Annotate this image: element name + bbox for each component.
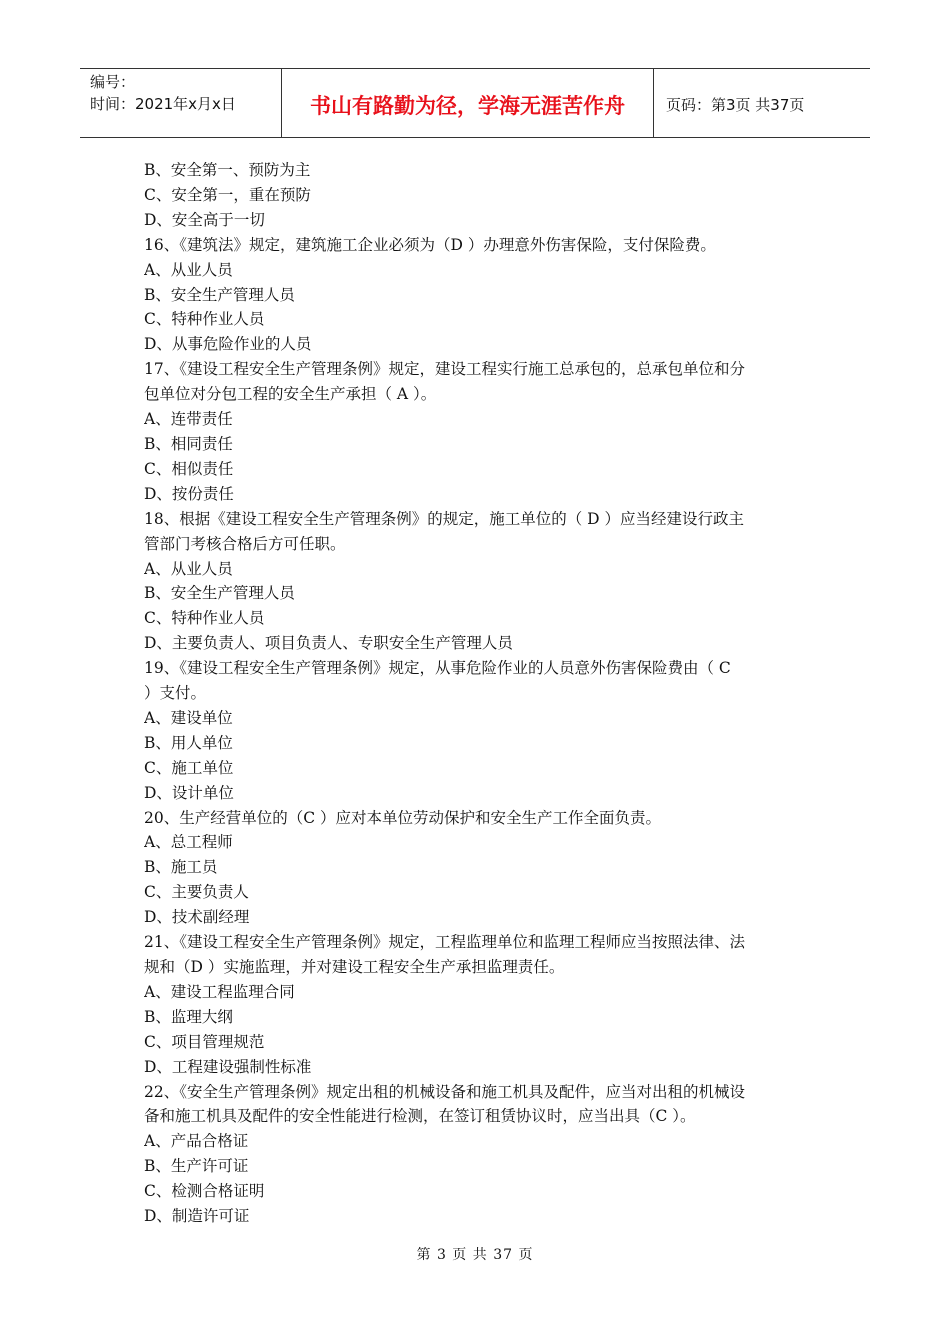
text-line: D、主要负责人、项目负责人、专职安全生产管理人员 bbox=[144, 634, 513, 653]
text-line: B、安全生产管理人员 bbox=[144, 584, 295, 603]
text-line: 20、生产经营单位的（C ）应对本单位劳动保护和安全生产工作全面负责。 bbox=[144, 808, 662, 827]
text-line: B、相同责任 bbox=[144, 434, 233, 453]
text-line: D、按份责任 bbox=[144, 484, 234, 503]
text-line: D、工程建设强制性标准 bbox=[144, 1057, 312, 1076]
text-line: B、生产许可证 bbox=[144, 1157, 249, 1176]
text-line: C、特种作业人员 bbox=[144, 609, 265, 628]
question-list bbox=[144, 158, 814, 1229]
text-line: ）支付。 bbox=[144, 684, 207, 703]
text-line: 19、《建设工程安全生产管理条例》规定，从事危险作业的人员意外伤害保险费由（ C bbox=[144, 659, 731, 678]
text-line: A、从业人员 bbox=[144, 559, 233, 578]
text-line: A、建设工程监理合同 bbox=[144, 982, 295, 1001]
text-line: B、监理大纲 bbox=[144, 1007, 233, 1026]
text-line: D、技术副经理 bbox=[144, 908, 250, 927]
page-header bbox=[80, 68, 870, 138]
text-line: A、总工程师 bbox=[144, 833, 233, 852]
text-line: D、从事危险作业的人员 bbox=[144, 335, 312, 354]
header-page-label: 页码：第3页 共37页 bbox=[666, 95, 805, 114]
text-line: B、安全生产管理人员 bbox=[144, 285, 295, 304]
text-line: B、用人单位 bbox=[144, 733, 233, 752]
text-line: C、项目管理规范 bbox=[144, 1032, 265, 1051]
text-line: A、建设单位 bbox=[144, 708, 233, 727]
text-line: A、连带责任 bbox=[144, 410, 233, 429]
page-footer: 第 3 页 共 37 页 bbox=[416, 1247, 534, 1263]
header-meta bbox=[80, 69, 282, 137]
text-line: A、从业人员 bbox=[144, 260, 233, 279]
text-line: C、相似责任 bbox=[144, 459, 234, 478]
text-line: 16、《建筑法》规定，建筑施工企业必须为（D ）办理意外伤害保险，支付保险费。 bbox=[144, 235, 716, 254]
text-line: C、安全第一，重在预防 bbox=[144, 185, 311, 204]
text-line: B、施工员 bbox=[144, 858, 218, 877]
code-label: 编号： bbox=[90, 73, 136, 91]
time-label: 时间：2021年x月x日 bbox=[90, 95, 236, 113]
text-line: D、设计单位 bbox=[144, 783, 234, 802]
text-line: 规和（D ）实施监理，并对建设工程安全生产承担监理责任。 bbox=[144, 958, 565, 976]
text-line: D、安全高于一切 bbox=[144, 210, 265, 229]
header-motto: 书山有路勤为径，学海无涯苦作舟 bbox=[282, 69, 654, 137]
text-line: C、特种作业人员 bbox=[144, 310, 265, 329]
text-line: 包单位对分包工程的安全生产承担（ A ）。 bbox=[144, 385, 437, 404]
text-line: C、检测合格证明 bbox=[144, 1182, 265, 1201]
text-line: C、施工单位 bbox=[144, 758, 234, 777]
text-line: A、产品合格证 bbox=[144, 1132, 249, 1151]
text-line: 管部门考核合格后方可任职。 bbox=[144, 534, 346, 553]
text-line: 18、根据《建设工程安全生产管理条例》的规定，施工单位的（ D ）应当经建设行政主 bbox=[144, 509, 745, 528]
text-line: C、主要负责人 bbox=[144, 883, 249, 902]
text-line: D、制造许可证 bbox=[144, 1207, 250, 1226]
text-line: 22、《安全生产管理条例》规定出租的机械设备和施工机具及配件，应当对出租的机械设 bbox=[144, 1082, 745, 1101]
text-line: 17、《建设工程安全生产管理条例》规定，建设工程实行施工总承包的，总承包单位和分 bbox=[144, 360, 745, 379]
text-line: B、安全第一、预防为主 bbox=[144, 161, 311, 179]
text-line: 备和施工机具及配件的安全性能进行检测，在签订租赁协议时，应当出具（C ）。 bbox=[144, 1107, 696, 1126]
text-line: 21、《建设工程安全生产管理条例》规定，工程监理单位和监理工程师应当按照法律、法 bbox=[144, 933, 745, 952]
